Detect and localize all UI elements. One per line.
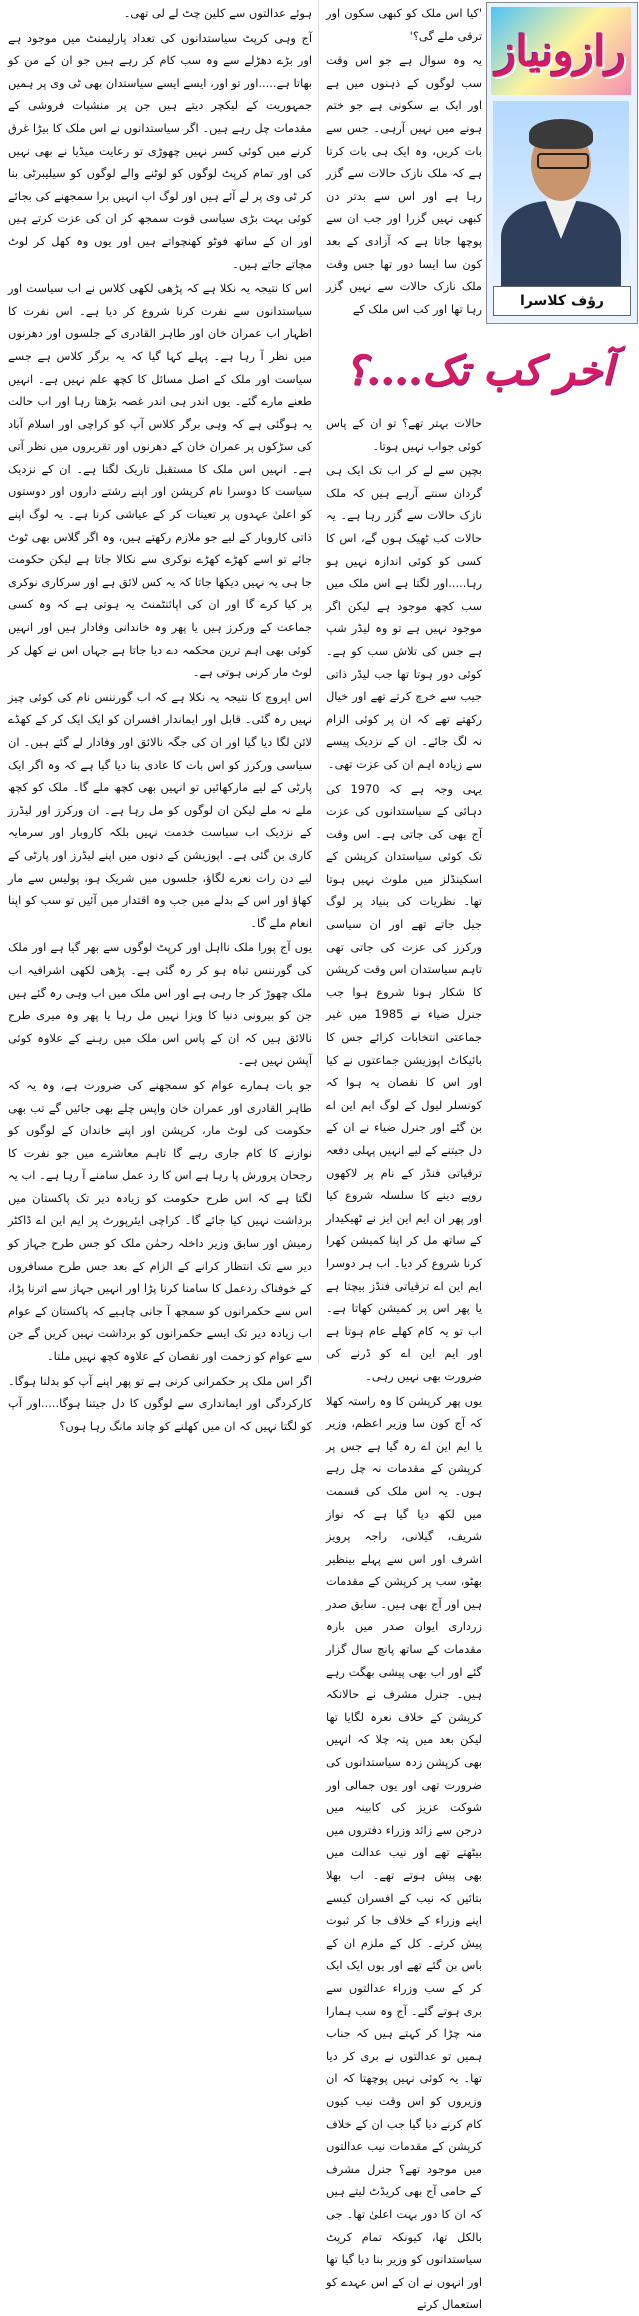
paragraph: حالات بہتر تھے؟ تو ان کے پاس کوئی جواب نہیں ہوتا۔ (326, 416, 482, 453)
intro-paragraph: یہ وہ سوال ہے جو اس وقت سب لوگوں کے ذہنوں میں ہے اور ایک بے سکونی ہے جو ختم ہونے میں نہیں آرہی۔ جس سے بات کریں، وہ ایک ہی بات کرتا ہے کہ ملک نازک حالات سے گزر رہا ہے اور اس سے بدتر دن کبھی نہیں گزرا اور جب ان سے پوچھا جاتا ہے کہ آزادی کے بعد کون سا ایسا دور تھا جس وقت ملک نازک حالات سے نہیں گزر رہا تھا اور کب اس ملک کے (326, 53, 482, 316)
column-brand (491, 7, 631, 95)
paragraph: ہوئے عدالتوں سے کلین چٹ لے لی تھی۔ (123, 6, 312, 20)
left-column (8, 2, 312, 1433)
intro-column (326, 2, 482, 327)
column-divider (318, 0, 319, 1365)
author-photo (493, 101, 629, 281)
middle-column (326, 412, 483, 2312)
paragraph: اس اپروچ کا نتیجہ یہ نکلا ہے کہ اب گورننس نام کی کوئی چیز نہیں رہ گئی۔ قابل اور ایماندار افسران کو ایک ایک کر کے کھڈے لائن لگا دیا گیا اور ان کی جگہ نالائق اور وفادار لے گئے ہیں۔ ان سیاسی ورکرز کو اس بات کا عادی بنا دیا گیا ہے کہ وہ اگر ایک پارٹی کے لیے مارکھائیں تو انہیں بھی کچھ ملے گا۔ ملک کو کچھ ملے نہ ملے لیکن ان لوگوں کو مل رہا ہے۔ ان ورکرز اور لیڈرز کے نزدیک اب سیاست خدمت نہیں بلکہ کاروبار اور سرمایہ کاری بن گئی ہے۔ اپوزیشن کے دنوں میں اپنے لیڈرز اور پارٹی کے لیے دن رات نعرے لگاؤ، جلسوں میں شریک ہو، پولیس سے مار کھاؤ اور اس کے بدلے میں جب وہ اقتدار میں آئیں تو سب کو اپنا انعام ملے گا۔ (8, 689, 312, 930)
column-masthead (486, 2, 638, 324)
brand-title: رازونیاز (496, 26, 626, 76)
paragraph: جو بات ہمارے عوام کو سمجھنے کی ضرورت ہے، وہ یہ کہ طاہر القادری اور عمران خان واپس چلے بھی جائیں گے تب بھی حکومت کی لوٹ مار، کرپشن اور اپنے خاندان کے لوگوں کو نوازنے کا کام جاری رہے گا تاہم معاشرے میں جو نفرت کا رجحان پرورش پا رہا ہے اس کا رد عمل سامنے آ رہا ہے۔ اب یہ لگتا ہے کہ اس طرح حکومت کو زیادہ دیر تک پاکستان میں برداشت نہیں کیا جائے گا۔ کراچی ایئرپورٹ پر ایم این اے ڈاکٹر رمیش اور سابق وزیر داخلہ رحمٰن ملک کو جس طرح جہاز کو دیر سے تک انتظار کرانے کے الزام کے بعد جس طرح مسافروں کے خوفناک ردعمل کا سامنا کرنا پڑا اور انہیں جہاز سے اترنا پڑا، اس سے حکمرانوں کو سمجھ آ جانی چاہیے کہ پاکستان کے عوام اب زیادہ دیر تک ایسے حکمرانوں کو برداشت نہیں کریں گے جن سے عوام کو زحمت اور نقصان کے علاوہ کچھ نہیں ملتا۔ (8, 1077, 312, 1364)
paragraph: یہی وجہ ہے کہ 1970 کی دہائی کے سیاستدانوں کی عزت آج بھی کی جاتی ہے۔ اس وقت تک کوئی سیاستدان کرپشن کے اسکینڈلز میں ملوث نہیں ہوتا تھا۔ نظریات کی بنیاد پر لوگ جیل جاتے تھے اور ان سیاسی ورکرز کی عزت کی جاتی تھی تاہم سیاستدان اس وقت کرپشن کا شکار ہونا شروع ہوا جب جنرل ضیاء نے 1985 میں غیر جماعتی انتخابات کرائے جس کا بائیکاٹ اپوزیشن جماعتوں نے کیا اور اس کا نقصان یہ ہوا کہ کونسلر لیول کے لوگ ایم این اے بن گئے اور جنرل ضیاء نے ان کے دل جیتنے کے لیے انہیں پہلی دفعہ ترقیاتی فنڈز کے نام پر لاکھوں روپے دینے کا سلسلہ شروع کیا اور پھر ان ایم این ایز نے ٹھیکیدار کے ساتھ مل کر اپنا کمیشن کھرا کرنا شروع کر دیا۔ اب ہر دوسرا ایم این اے ترقیاتی فنڈز بیچتا ہے یا پھر اس پر کمیشن کھاتا ہے۔ اب تو یہ کام کھلے عام ہوتا ہے اور ایم این اے کو ڈرنے کی ضرورت بھی نہیں رہی۔ (326, 781, 483, 1383)
paragraph: اگر اس ملک پر حکمرانی کرنی ہے تو پھر اپنے آپ کو بدلنا ہوگا۔ کارکردگی اور ایمانداری سے لوگوں کا دل جیتنا ہوگا.....اور آپ کو لگتا نہیں کہ ان میں کھلنے کو چاند مانگ رہا ہوں؟ (8, 1373, 312, 1433)
article-headline: آخر کب تک....؟ (345, 346, 613, 394)
paragraph: بچپن سے لے کر اب تک ایک ہی گردان سنتے آرہے ہیں کہ ملک نازک حالات سے گزر رہا ہے۔ یہ حالات کب ٹھیک ہوں گے، اس کا کسی کو کوئی اندازہ نہیں ہو رہا.....اور لگتا ہے اس ملک میں سب کچھ موجود ہے لیکن اگر موجود نہیں ہے تو وہ لیڈر شپ ہے جس کی تلاش سب کو ہے۔ کوئی دور ہوتا تھا جب لیڈر ذاتی جیب سے خرچ کرتے تھے اور خیال رکھتے تھے کہ ان پر کوئی الزام نہ لگ جائے۔ ان کے نزدیک پیسے سے زیادہ اہم ان کی عزت تھی۔ (326, 463, 482, 771)
paragraph: آج وہی کرپٹ سیاستدانوں کی تعداد پارلیمنٹ میں موجود ہے اور بڑے دھڑلے سے وہ سب کام کر رہے ہیں جو ان کے من کو بھاتا ہے.....اور تو اور، ایسے ایسے سیاستدان بھی ٹی وی پر ہمیں جمہوریت کے لیکچر دیتے ہیں جن پر منشیات فروشی کے مقدمات چل رہے ہیں۔ اگر سیاستدانوں نے اس ملک کا بیڑا غرق کرنے میں کوئی کسر نہیں چھوڑی تو رعایت میڈیا نے بھی نہیں کی اور تمام کرپٹ لوگوں کو لوٹنے والے لوگوں کو سیلیبرٹی بنا کر ٹی وی پر لے آئے ہیں اور لوگ اب انہیں برا سمجھنے کی بجائے کوئی بہت بڑی سیاسی قوت سمجھ کر ان کی عزت کرتے ہیں اور ان کے ساتھ فوٹو کھنچواتے ہیں اور یوں وہ کھل کر لوٹ مچاتے جاتے ہیں۔ (8, 30, 312, 271)
paragraph: یوں آج پورا ملک نااہل اور کرپٹ لوگوں سے بھر گیا ہے اور ملک کی گورننس تباہ ہو کر رہ گئی ہے۔ پڑھی لکھی اشرافیہ اب ملک چھوڑ کر جا رہی ہے اور اس ملک میں اب وہی رہ گئے ہیں جن کو بیرونی دنیا کا ویزا نہیں مل رہا یا پھر وہ میری طرح نالائق ہیں کہ ان کے پاس اس ملک میں رہنے کے علاوہ کوئی آپشن نہیں ہے۔ (8, 940, 312, 1068)
paragraph: اس کا نتیجہ یہ نکلا ہے کہ پڑھی لکھی کلاس نے اب سیاست اور سیاستدانوں سے نفرت کرنا شروع کر دیا ہے۔ اس نفرت کا اظہار اب عمران خان اور طاہر القادری کے جلسوں اور دھرنوں میں نظر آ رہا ہے۔ پہلے کہا گیا کہ یہ برگر کلاس ہے جسے سیاست اور ملک کے اصل مسائل کا کچھ علم نہیں ہے۔ انہیں طعنے مارے گئے۔ یوں اندر ہی اندر غصہ بڑھتا رہا اور اب حالت یہ ہوگئی ہے کہ وہی برگر کلاس آپ کو کراچی اور اسلام آباد کی سڑکوں پر عمران خان کے دھرنوں اور تقریروں میں نظر آتی ہے۔ انہیں اس ملک کا مستقبل تاریک لگتا ہے۔ ان کے نزدیک سیاست کا دوسرا نام کرپشن اور اپنے رشتے داروں اور دوستوں کو اعلیٰ عہدوں پر تعینات کر کے عیاشی کرنا ہے۔ یہ لوگ اپنے ذاتی کاروبار کے لیے جو ملازم رکھتے ہیں، وہ اگر گلاس بھی ٹوٹ جائے تو اسے کھڑے کھڑے نوکری سے نکالا جاتا ہے لیکن حکومت جا ہی یہ نہیں دیکھا جاتا کہ یہ کس لائق ہے اور سرکاری نوکری پر کیا کرے گا اور ان کی اپائنٹمنٹ یہ ہوتی ہے کہ وہ کسی جماعت کے ورکرز ہیں یا پھر وہ خاندانی وفادار ہیں اور انہیں کوئی بھی اہم ترین محکمہ دے دیا جاتا ہے جہاں اس نے کھل کر لوٹ مار کرنی ہوتی ہے۔ (8, 281, 312, 680)
intro-question: 'کیا اس ملک کو کبھی سکون اور ترقی ملے گی؟' (326, 6, 482, 43)
author-byline: رؤف کلاسرا (493, 286, 631, 316)
paragraph: یوں پھر کرپشن کا وہ راستہ کھلا کہ آج کون سا وزیر اعظم، وزیر یا ایم این اے رہ گیا ہے جس پر کرپشن کے مقدمات نہ چل رہے ہوں۔ یہ اس ملک کی قسمت میں لکھ دیا گیا ہے کہ نواز شریف، گیلانی، راجہ پرویز اشرف اور اس سے پہلے بینظیر بھٹو، سب پر کرپشن کے مقدمات ہیں اور آج بھی ہیں۔ سابق صدر زرداری ایوان صدر میں بارہ مقدمات کے ساتھ پانچ سال گزار گئے اور اب بھی پیشی بھگت رہے ہیں۔ جنرل مشرف نے حالانکہ کرپشن کے خلاف نعرہ لگایا تھا لیکن بعد میں پتہ چلا کہ انہیں بھی کرپشن زدہ سیاستدانوں کی ضرورت تھی اور یوں جمالی اور شوکت عزیز کی کابینہ میں درجن سے زائد وزراء دفتروں میں بیٹھتے تھے اور نیب عدالت میں بھی پیش ہوتے تھے۔ اب بھلا بتائیں کہ نیب کے افسران کیسے اپنے وزراء کے خلاف جا کر ثبوت پیش کرتے۔ کل کے ملزم ان کے باس بن گئے تھے اور یوں ایک ایک کر کے سب وزراء عدالتوں سے بری ہوتے گئے۔ آج وہ سب ہمارا منہ چڑا کر کہتے ہیں کہ جناب ہمیں تو عدالتوں نے بری کر دیا تھا۔ یہ کوئی نہیں پوچھتا کہ ان وزیروں کو اس وقت نیب کیوں کام کرنے دیا گیا جب ان کے خلاف کرپشن کے مقدمات نیب عدالتوں میں موجود تھے؟ جنرل مشرف کے حامی آج بھی کریڈٹ لیتے ہیں کہ ان کا دور بہت اعلیٰ تھا۔ جی بالکل تھا، کیونکہ تمام کرپٹ سیاستدانوں کو وزیر بنا دیا گیا تھا اور انہوں نے ان کے اس عہدے کو استعمال کرتے (326, 1393, 482, 2312)
